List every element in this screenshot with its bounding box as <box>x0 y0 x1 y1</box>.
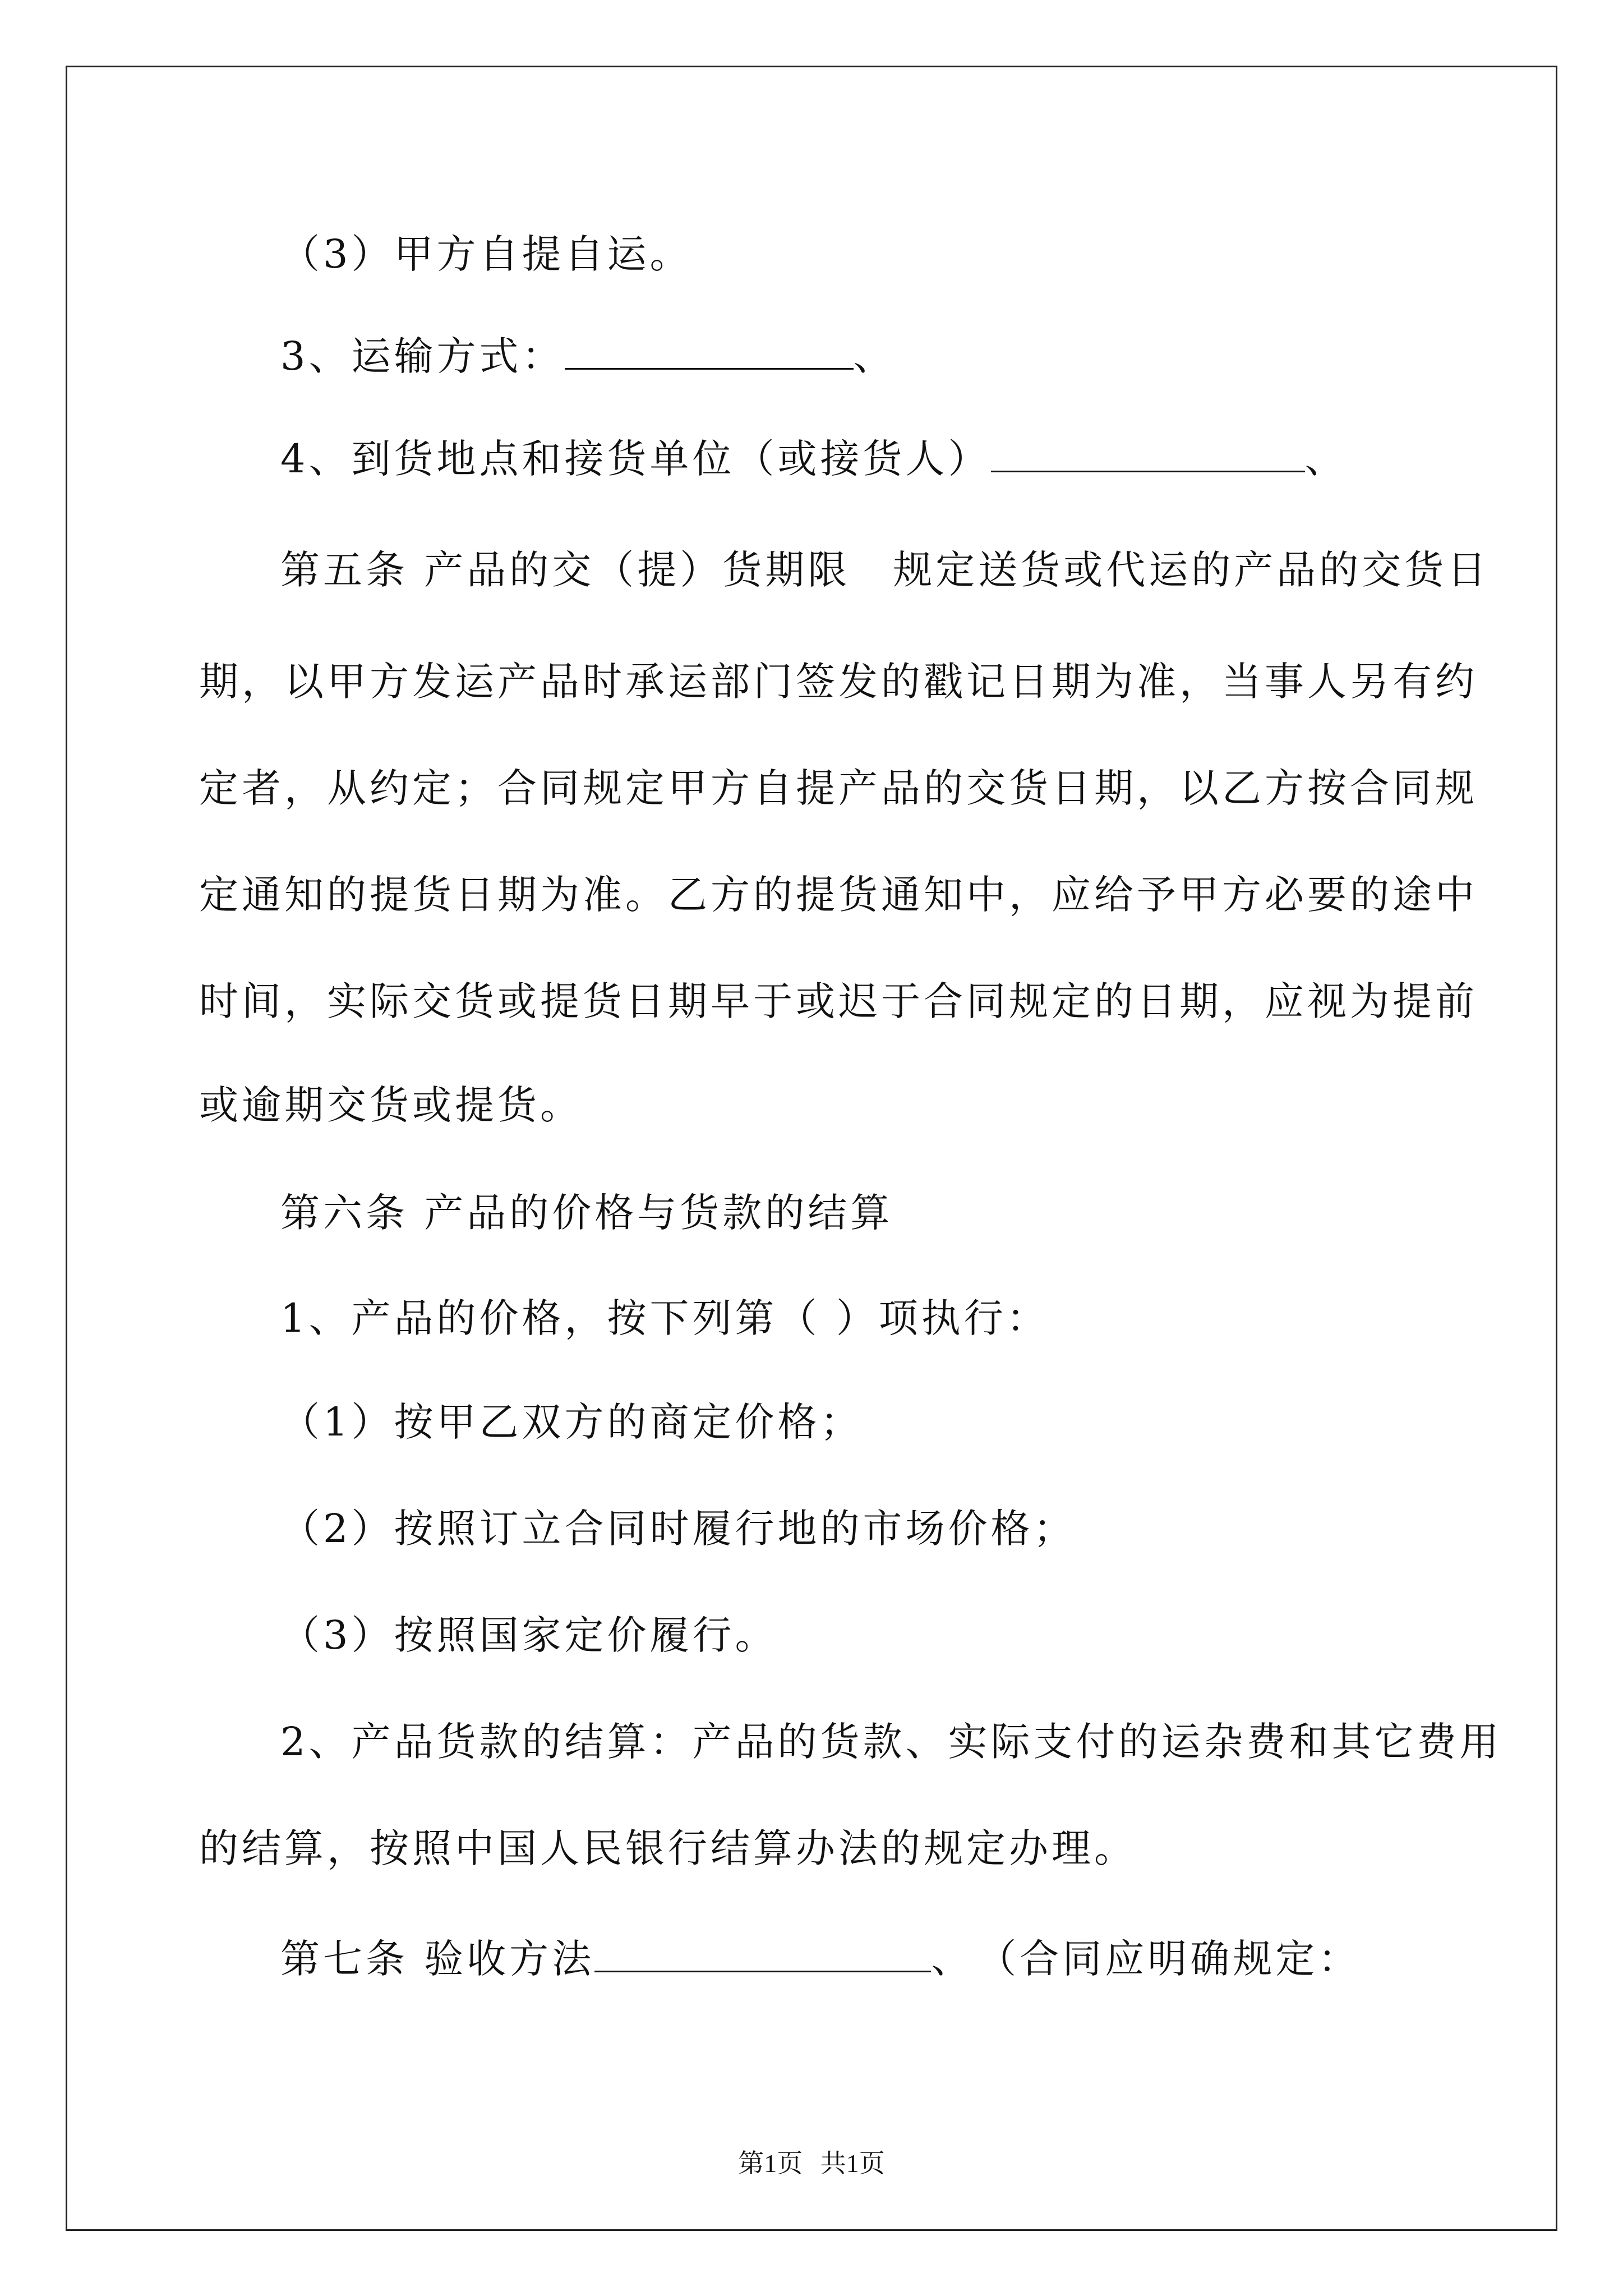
paragraph-line: 时间，实际交货或提货日期早于或迟于合同规定的日期，应视为提前 <box>199 978 1478 1024</box>
article-six-heading: 第六条 产品的价格与货款的结算 <box>280 1190 893 1236</box>
paragraph-line: 的结算，按照中国人民银行结算办法的规定办理。 <box>199 1825 1137 1871</box>
paragraph-line: 定通知的提货日期为准。乙方的提货通知中，应给予甲方必要的途中 <box>199 872 1478 918</box>
paragraph-line: （2）按照订立合同时履行地的市场价格； <box>280 1506 1076 1552</box>
page-footer <box>0 2143 1623 2180</box>
fill-in-blank[interactable] <box>565 335 854 370</box>
paragraph-line: （1）按甲乙双方的商定价格； <box>280 1399 863 1445</box>
paragraph-line: 2、产品货款的结算：产品的货款、实际支付的运杂费和其它费用 <box>280 1719 1502 1765</box>
delivery-place-line: 4、到货地点和接货单位（或接货人） 、 <box>280 436 1348 482</box>
page-frame <box>66 66 1557 2231</box>
article-seven-heading: 第七条 验收方法 、 （合同应明确规定： <box>280 1936 1361 1982</box>
fill-in-blank[interactable] <box>991 438 1305 472</box>
paragraph-line: 期，以甲方发运产品时承运部门签发的戳记日期为准，当事人另有约 <box>199 659 1478 705</box>
fill-in-blank[interactable] <box>594 1938 931 1972</box>
page-total: 共1页 <box>820 2149 885 2178</box>
page-number: 第1页 <box>738 2149 803 2178</box>
transport-method-line: 3、运输方式： 、 <box>280 333 896 379</box>
paragraph-line: 定者，从约定；合同规定甲方自提产品的交货日期，以乙方按合同规 <box>199 765 1478 811</box>
article-five-heading: 第五条 产品的交（提）货期限 规定送货或代运的产品的交货日 <box>280 547 1490 593</box>
paragraph-line: （3）按照国家定价履行。 <box>280 1612 778 1658</box>
paragraph-line: 或逾期交货或提货。 <box>199 1082 583 1128</box>
paragraph-line: （3）甲方自提自运。 <box>280 231 693 277</box>
paragraph-line: 1、产品的价格，按下列第（ ）项执行： <box>280 1295 1049 1341</box>
